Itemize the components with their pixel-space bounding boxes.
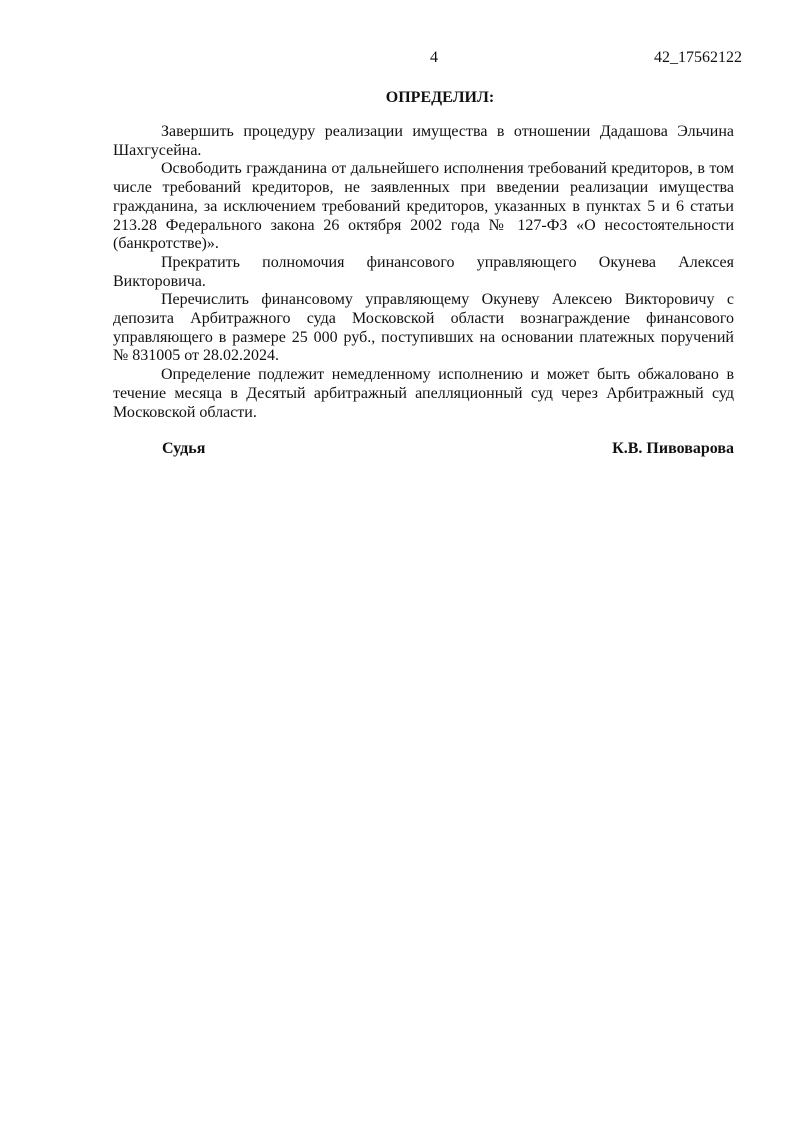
paragraph-terminate-powers: Прекратить полномочия финансового управляющего Окунева Алексея Викторовича.: [113, 253, 734, 290]
ruling-heading: ОПРЕДЕЛИЛ:: [385, 89, 495, 106]
paragraph-transfer-fee: Перечислить финансовому управляющему Окуневу Алексею Викторовичу с депозита Арбитражного суда Московской области вознаграждение финансового управляющего в размере 25 000 руб., поступивших на основании платежных поручений № 831005 от 28.02.2024.: [113, 291, 734, 365]
ruling-body: [113, 123, 734, 422]
case-number: 42_17562122: [654, 49, 742, 66]
judge-title: Судья: [162, 440, 206, 457]
paragraph-complete-procedure: Завершить процедуру реализации имущества в отношении Дадашова Эльчина Шахгусейна.: [113, 123, 734, 159]
page-number: 4: [430, 49, 438, 66]
paragraph-appeal-notice: Определение подлежит немедленному исполнению и может быть обжаловано в течение месяца в Десятый арбитражный апелляционный суд через Арбитражный суд Московской области.: [113, 366, 734, 421]
signature-block: [162, 439, 734, 459]
paragraph-release-from-claims: Освободить гражданина от дальнейшего исполнения требований кредиторов, в том числе требований кредиторов, не заявленных при введении реализации имущества гражданина, за исключением требований кредиторов, указанных в пунктах 5 и 6 статьи 213.28 Федерального закона 26 октября 2002 года № 127-ФЗ «О несостоятельности (банкротстве)».: [113, 160, 734, 253]
judge-name: К.В. Пивоварова: [612, 440, 734, 457]
